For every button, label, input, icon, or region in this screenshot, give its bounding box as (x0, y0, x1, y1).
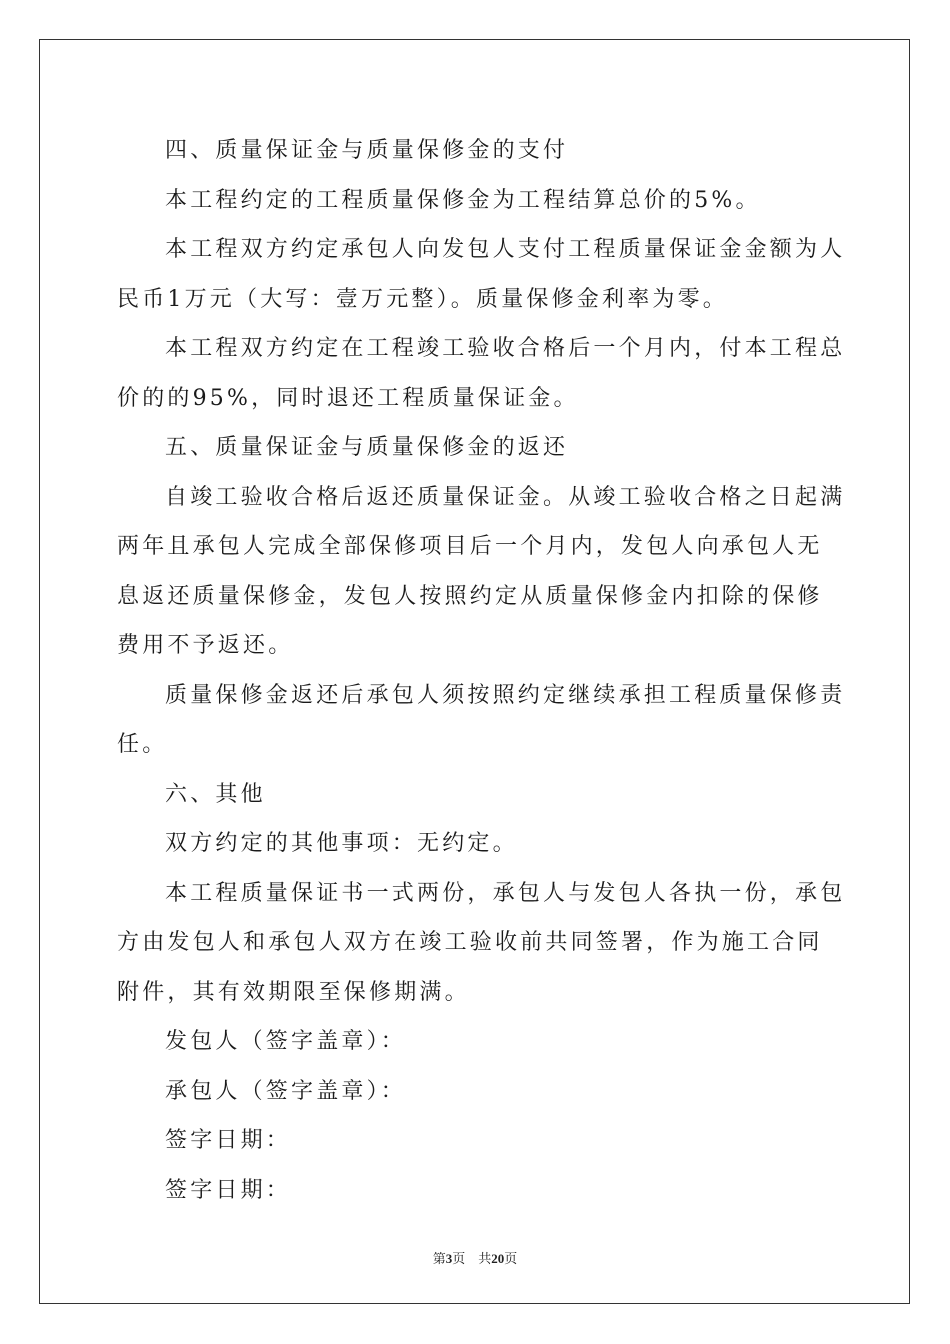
paragraph: 本工程双方约定承包人向发包人支付工程质量保证金金额为人民币1万元（大写：壹万元整）。质量保修金利率为零。 (117, 237, 846, 312)
page-prefix: 第 (432, 1251, 446, 1266)
paragraph: 本工程质量保证书一式两份，承包人与发包人各执一份，承包方由发包人和承包人双方在竣工验收前共同签署，作为施工合同附件，其有效期限至保修期满。 (117, 880, 846, 1005)
signature-date: 签字日期： (165, 1177, 292, 1203)
page-number: 3 (445, 1251, 453, 1266)
page-suffix: 页 (452, 1251, 466, 1266)
signature-line-employer: 发包人（签字盖章）： (165, 1029, 407, 1054)
paragraph: 质量保修金返还后承包人须按照约定继续承担工程质量保修责任。 (117, 682, 846, 757)
paragraph: 自竣工验收合格后返还质量保证金。从竣工验收合格之日起满两年且承包人完成全部保修项目后一个月内，发包人向承包人无息返还质量保修金，发包人按照约定从质量保修金内扣除的保修费用不予返还。 (117, 484, 846, 658)
document-body (117, 126, 847, 1215)
signature-date: 签字日期： (165, 1128, 292, 1153)
signature-line-contractor: 承包人（签字盖章）： (165, 1078, 407, 1104)
section-heading-4: 四、质量保证金与质量保修金的支付 (165, 138, 569, 163)
total-suffix: 页 (504, 1251, 518, 1266)
page-footer (0, 1248, 950, 1267)
section-heading-6: 六、其他 (165, 781, 266, 807)
total-prefix: 共 (478, 1251, 492, 1266)
paragraph: 本工程双方约定在工程竣工验收合格后一个月内，付本工程总价的的95%，同时退还工程质量保证金。 (117, 336, 846, 411)
total-pages: 20 (491, 1251, 505, 1266)
section-heading-5: 五、质量保证金与质量保修金的返还 (165, 435, 569, 460)
paragraph: 双方约定的其他事项：无约定。 (165, 831, 518, 856)
paragraph: 本工程约定的工程质量保修金为工程结算总价的5%。 (165, 187, 761, 213)
